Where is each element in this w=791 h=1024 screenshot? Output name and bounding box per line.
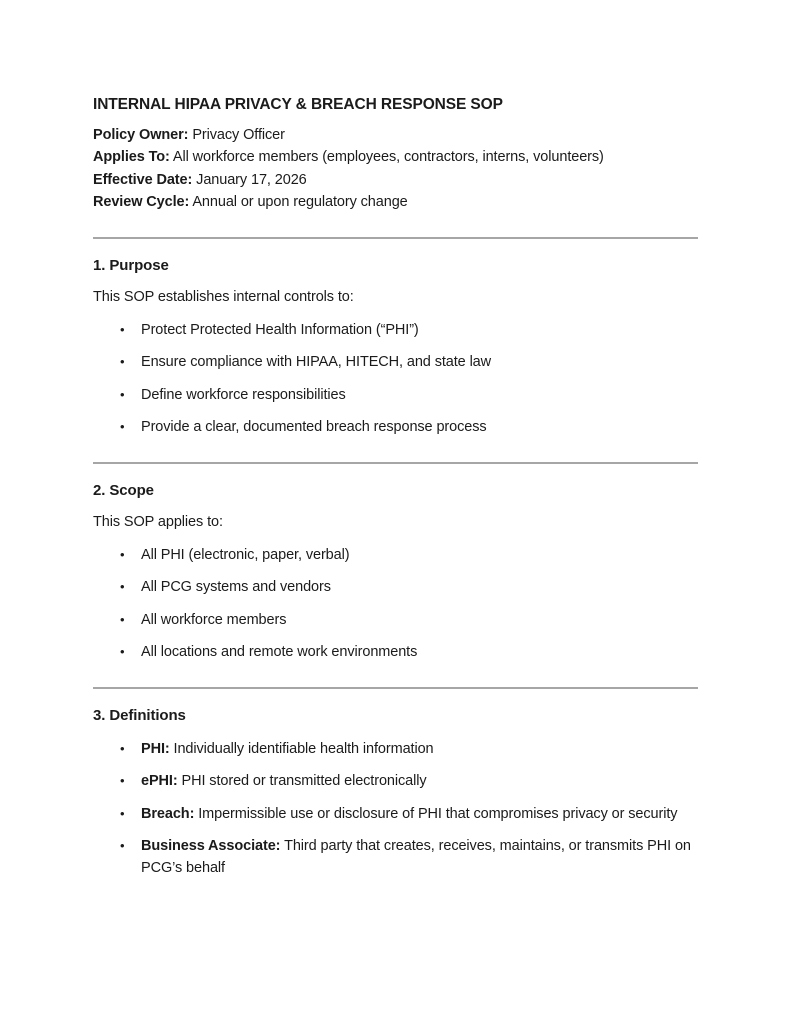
bullet-item: • All PHI (electronic, paper, verbal) (93, 544, 698, 566)
meta-label: Policy Owner: (93, 127, 189, 143)
meta-label: Review Cycle: (93, 194, 190, 211)
definition-term: PHI: (141, 740, 170, 757)
definition-term: ePHI: (141, 773, 178, 790)
meta-label: Effective Date: (93, 171, 193, 188)
section-heading: 2. Scope (93, 481, 154, 499)
bullet-marker-icon: • (120, 644, 125, 660)
definition-term: Business Associate: (141, 837, 281, 854)
section-heading: 1. Purpose (93, 256, 169, 274)
section-divider (93, 462, 698, 464)
bullet-item: • Business Associate: Third party that creates, receives, maintains, or transmits PHI on PCG’s behalf (93, 835, 698, 880)
document-title: INTERNAL HIPAA PRIVACY & BREACH RESPONSE SOP (93, 96, 503, 113)
bullet-marker-icon: • (120, 805, 125, 821)
bullet-item: • Protect Protected Health Information (“PHI”) (93, 319, 698, 341)
bullet-marker-icon: • (120, 547, 125, 563)
bullet-marker-icon: • (120, 386, 125, 402)
bullet-marker-icon: • (120, 611, 125, 627)
bullet-item: • PHI: Individually identifiable health information (93, 738, 698, 760)
bullet-marker-icon: • (120, 419, 125, 435)
bullet-item: • Define workforce responsibilities (93, 384, 698, 406)
meta-line: Effective Date: January 17, 2026 (93, 171, 307, 188)
bullet-item: • Provide a clear, documented breach response process (93, 416, 698, 438)
bullet-item: • ePHI: PHI stored or transmitted electronically (93, 770, 698, 792)
bullet-item: • All workforce members (93, 609, 698, 631)
bullet-marker-icon: • (120, 322, 125, 338)
bullet-list (93, 319, 698, 439)
bullet-marker-icon: • (120, 837, 125, 853)
bullet-list (93, 544, 698, 664)
bullet-marker-icon: • (120, 579, 125, 595)
bullet-marker-icon: • (120, 354, 125, 370)
bullet-marker-icon: • (120, 740, 125, 756)
meta-line: Policy Owner: Privacy Officer (93, 127, 285, 143)
bullet-marker-icon: • (120, 773, 125, 789)
bullet-item: • All PCG systems and vendors (93, 576, 698, 598)
section-intro: This SOP applies to: (93, 513, 223, 530)
section-intro: This SOP establishes internal controls to: (93, 288, 354, 305)
bullet-item: • Breach: Impermissible use or disclosure of PHI that compromises privacy or security (93, 803, 698, 825)
section-heading: 3. Definitions (93, 706, 186, 724)
bullet-list (93, 738, 698, 880)
section-divider (93, 237, 698, 239)
document-body (93, 237, 698, 880)
meta-line: Review Cycle: Annual or upon regulatory change (93, 194, 408, 211)
definition-term: Breach: (141, 805, 195, 822)
section-divider (93, 687, 698, 689)
meta-line: Applies To: All workforce members (employees, contractors, interns, volunteers) (93, 149, 604, 166)
document-meta-block (93, 124, 698, 214)
meta-label: Applies To: (93, 149, 170, 166)
bullet-item: • All locations and remote work environments (93, 641, 698, 663)
bullet-item: • Ensure compliance with HIPAA, HITECH, and state law (93, 351, 698, 373)
